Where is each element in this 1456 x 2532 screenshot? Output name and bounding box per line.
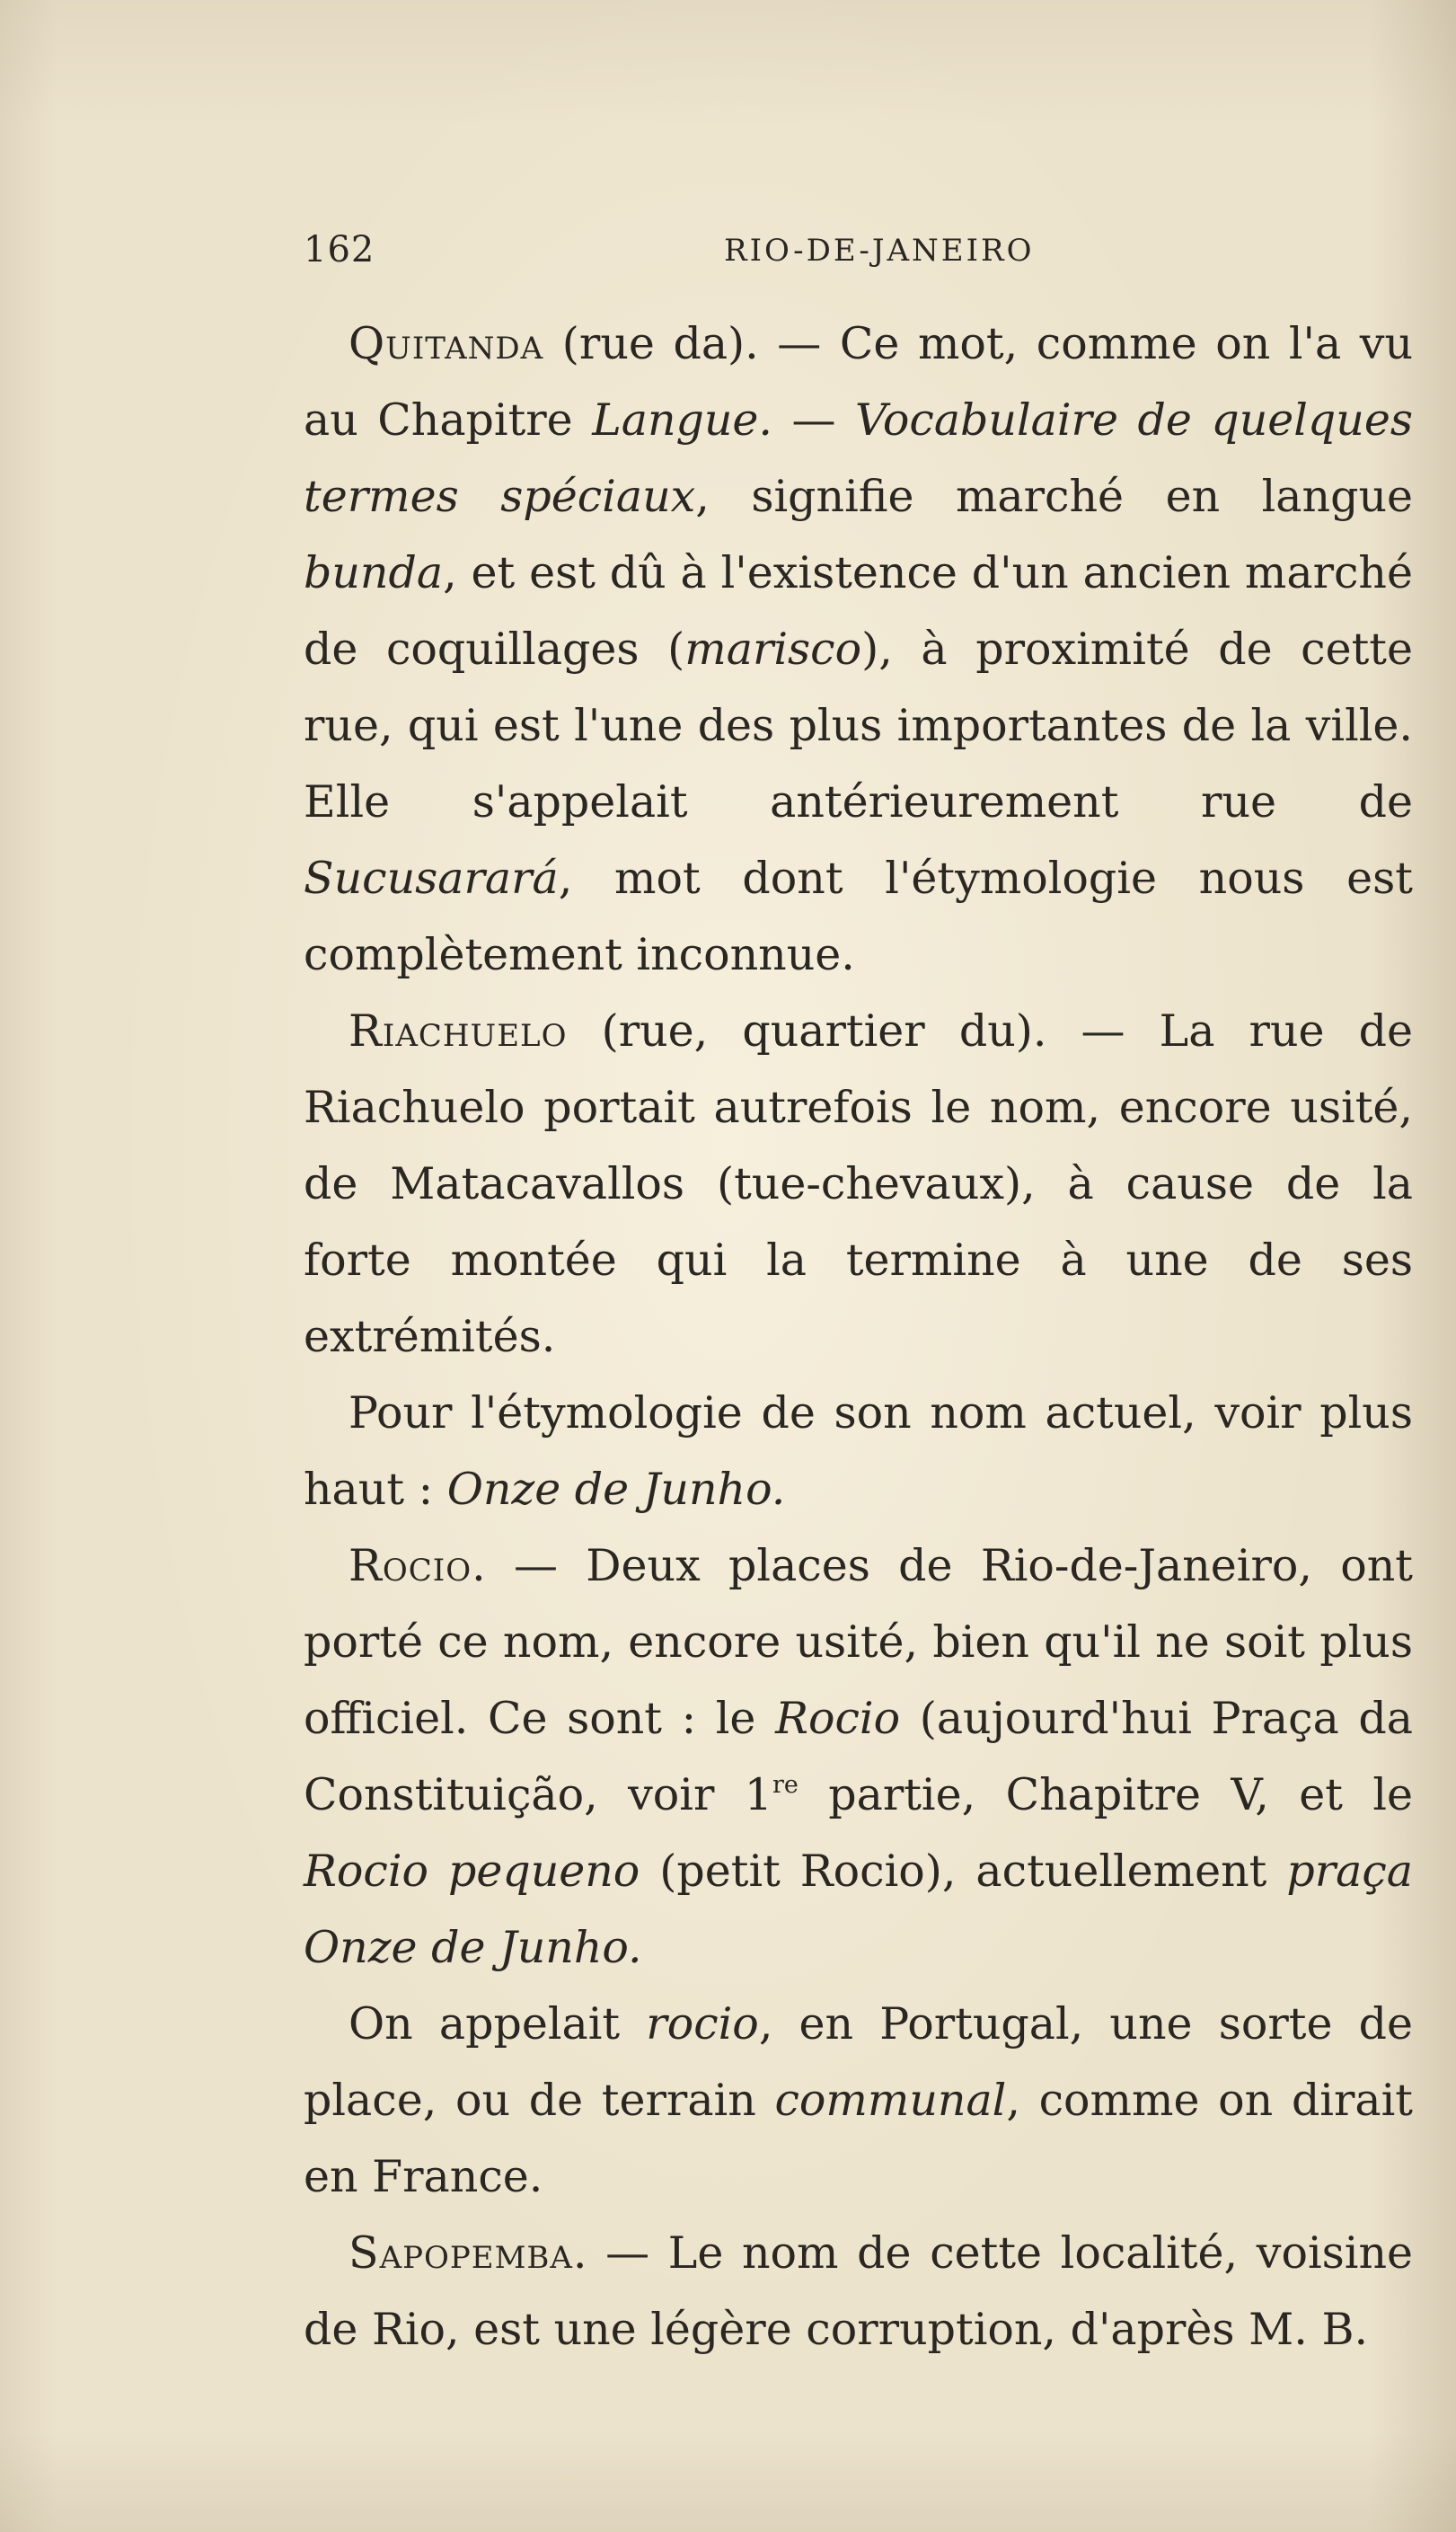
running-head (304, 229, 1408, 283)
entry-term: Rocio (349, 1540, 472, 1591)
entry-rocio: Rocio. — Deux places de Rio-de-Janeiro, ont porté ce nom, encore usité, bien qu'il ne soit plus officiel. Ce sont : le Rocio (aujourd'hui Praça da Constituição, voir 1re partie, Chapitre V, et le Rocio pequeno (petit Rocio), actuellement praça Onze de Junho. (304, 1540, 1413, 1973)
running-title: RIO-DE-JANEIRO (724, 233, 1035, 269)
entry-term: Quitanda (349, 318, 544, 369)
entry-term: Sapopemba (349, 2227, 573, 2279)
body-text (304, 305, 1413, 2368)
entry-rocio-note: On appelait rocio, en Portugal, une sorte de place, ou de terrain communal, comme on dirait en France. (304, 1998, 1414, 2202)
entry-term: Riachuelo (349, 1005, 568, 1057)
page-number: 162 (304, 229, 375, 270)
entry-riachuelo-note: Pour l'étymologie de son nom actuel, voir plus haut : Onze de Junho. (304, 1387, 1413, 1515)
entry-sapopemba: Sapopemba. — Le nom de cette localité, voisine de Rio, est une légère corruption, d'après M. B. (304, 2227, 1413, 2355)
entry-quitanda: Quitanda (rue da). — Ce mot, comme on l'a vu au Chapitre Langue. — Vocabulaire de quelques termes spéciaux, signifie marché en langue bunda, et est dû à l'existence d'un ancien marché de coquillages (marisco), à proximité de cette rue, qui est l'une des plus importantes de la ville. Elle s'appelait antérieurement rue de Sucusarará, mot dont l'étymologie nous est complètement inconnue. (304, 318, 1413, 980)
entry-riachuelo: Riachuelo (rue, quartier du). — La rue de Riachuelo portait autrefois le nom, encore usité, de Matacavallos (tue-chevaux), à cause de la forte montée qui la termine à une de ses extrémités. (304, 1005, 1413, 1362)
